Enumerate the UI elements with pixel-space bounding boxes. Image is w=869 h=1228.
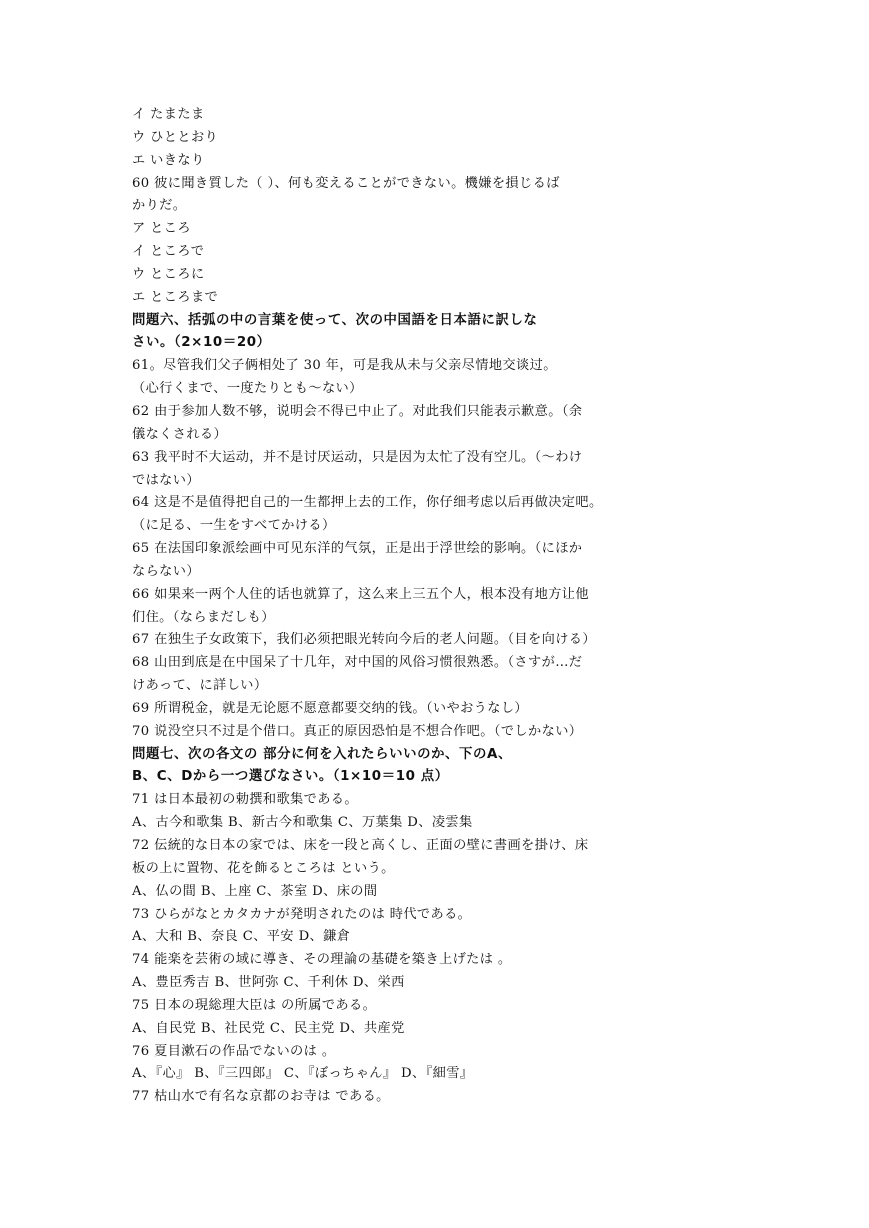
section-6-heading-continued: さい。（2×10＝20） [132,335,271,351]
question-63-hint: ではない） [132,472,200,488]
question-72-line: 72 伝統的な日本の家では、床を一段と高くし、正面の壁に書画を掛け、床 [132,838,589,853]
question-64-line: 64 这是不是值得把自己的一生都押上去的工作，你仔细考虑以后再做决定吧。 [132,495,603,511]
question-62-line: 62 由于参加人数不够，说明会不得已中止了。对此我们只能表示歉意。（余 [132,403,583,419]
question-77-line: 77 枯山水で有名な京都のお寺は である。 [132,1089,390,1105]
question-75-options: A、自民党 B、社民党 C、民主党 D、共産党 [132,1020,405,1036]
section-7-heading: 問題七、次の各文の 部分に何を入れたらいいのか、下のA、 [132,746,512,762]
question-65-hint: ならない） [132,563,200,579]
question-71-line: 71 は日本最初の勅撰和歌集である。 [132,792,358,808]
question-63-line: 63 我平时不大运动，并不是讨厌运动，只是因为太忙了没有空儿。（～わけ [132,449,583,465]
question-66-hint: 们住。（ならまだしも） [132,609,275,625]
question-68-line: 68 山田到底是在中国呆了十几年，对中国的风俗习惯很熟悉。（さすが…だ [132,655,583,671]
question-69-line: 69 所谓税金，就是无论愿不愿意都要交纳的钱。（いやおうなし） [132,700,529,716]
question-73-line: 73 ひらがなとカタカナが発明されたのは 時代である。 [132,906,472,922]
section-6-heading: 問題六、括弧の中の言葉を使って、次の中国語を日本語に訳しな [132,312,538,328]
option-u-line: ウ ところに [132,266,205,282]
option-e-line: エ いきなり [132,152,205,168]
question-61-hint: （心行くまで、一度たりとも～ない） [132,381,363,397]
question-66-line: 66 如果来一两个人住的话也就算了，这么来上三五个人，根本没有地方让他 [132,586,589,602]
question-64-hint: （に足る、一生をすべてかける） [132,518,336,534]
question-70-line: 70 说没空只不过是个借口。真正的原因恐怕是不想合作吧。（でしかない） [132,723,583,739]
question-71-options: A、古今和歌集 B、新古今和歌集 C、万葉集 D、凌雲集 [132,815,473,831]
question-67-line: 67 在独生子女政策下，我们必须把眼光转向今后的老人问题。（目を向ける） [132,632,596,648]
question-72-options: A、仏の間 B、上座 C、茶室 D、床の間 [132,883,378,899]
question-60-line: 60 彼に聞き質した（ ）、何も変えることができない。機嫌を損じるば [132,175,560,191]
option-a-line: ア ところ [132,221,191,237]
question-74-line: 74 能楽を芸術の域に導き、その理論の基礎を築き上げたは 。 [132,952,512,968]
question-62-hint: 儀なくされる） [132,426,228,442]
option-e-line: エ ところまで [132,289,219,305]
question-60-continued: かりだ。 [132,198,187,214]
question-61-line: 61。尽管我们父子俩相处了 30 年，可是我从未与父亲尽情地交谈过。 [132,358,557,374]
question-74-options: A、豊臣秀吉 B、世阿弥 C、千利休 D、栄西 [132,975,405,991]
option-i-line: イ ところで [132,244,205,260]
question-76-line: 76 夏目漱石の作品でないのは 。 [132,1043,336,1059]
question-65-line: 65 在法国印象派绘画中可见东洋的气氛，正是出于浮世绘的影响。（にほか [132,541,583,557]
question-73-options: A、大和 B、奈良 C、平安 D、鎌倉 [132,929,351,945]
question-75-line: 75 日本の現総理大臣は の所属である。 [132,997,377,1013]
question-76-options: A、『心』 B、『三四郎』 C、『ぼっちゃん』 D、『細雪』 [132,1066,474,1082]
option-u-line: ウ ひととおり [132,129,219,145]
document-page [132,104,692,1109]
question-72-continued: 板の上に置物、花を飾るところは という。 [132,860,395,876]
option-i-line: イ たまたま [132,107,205,122]
question-68-hint: けあって、に詳しい） [132,678,268,694]
section-7-heading-continued: B、C、Dから一つ選びなさい。（1×10＝10 点） [132,769,449,785]
